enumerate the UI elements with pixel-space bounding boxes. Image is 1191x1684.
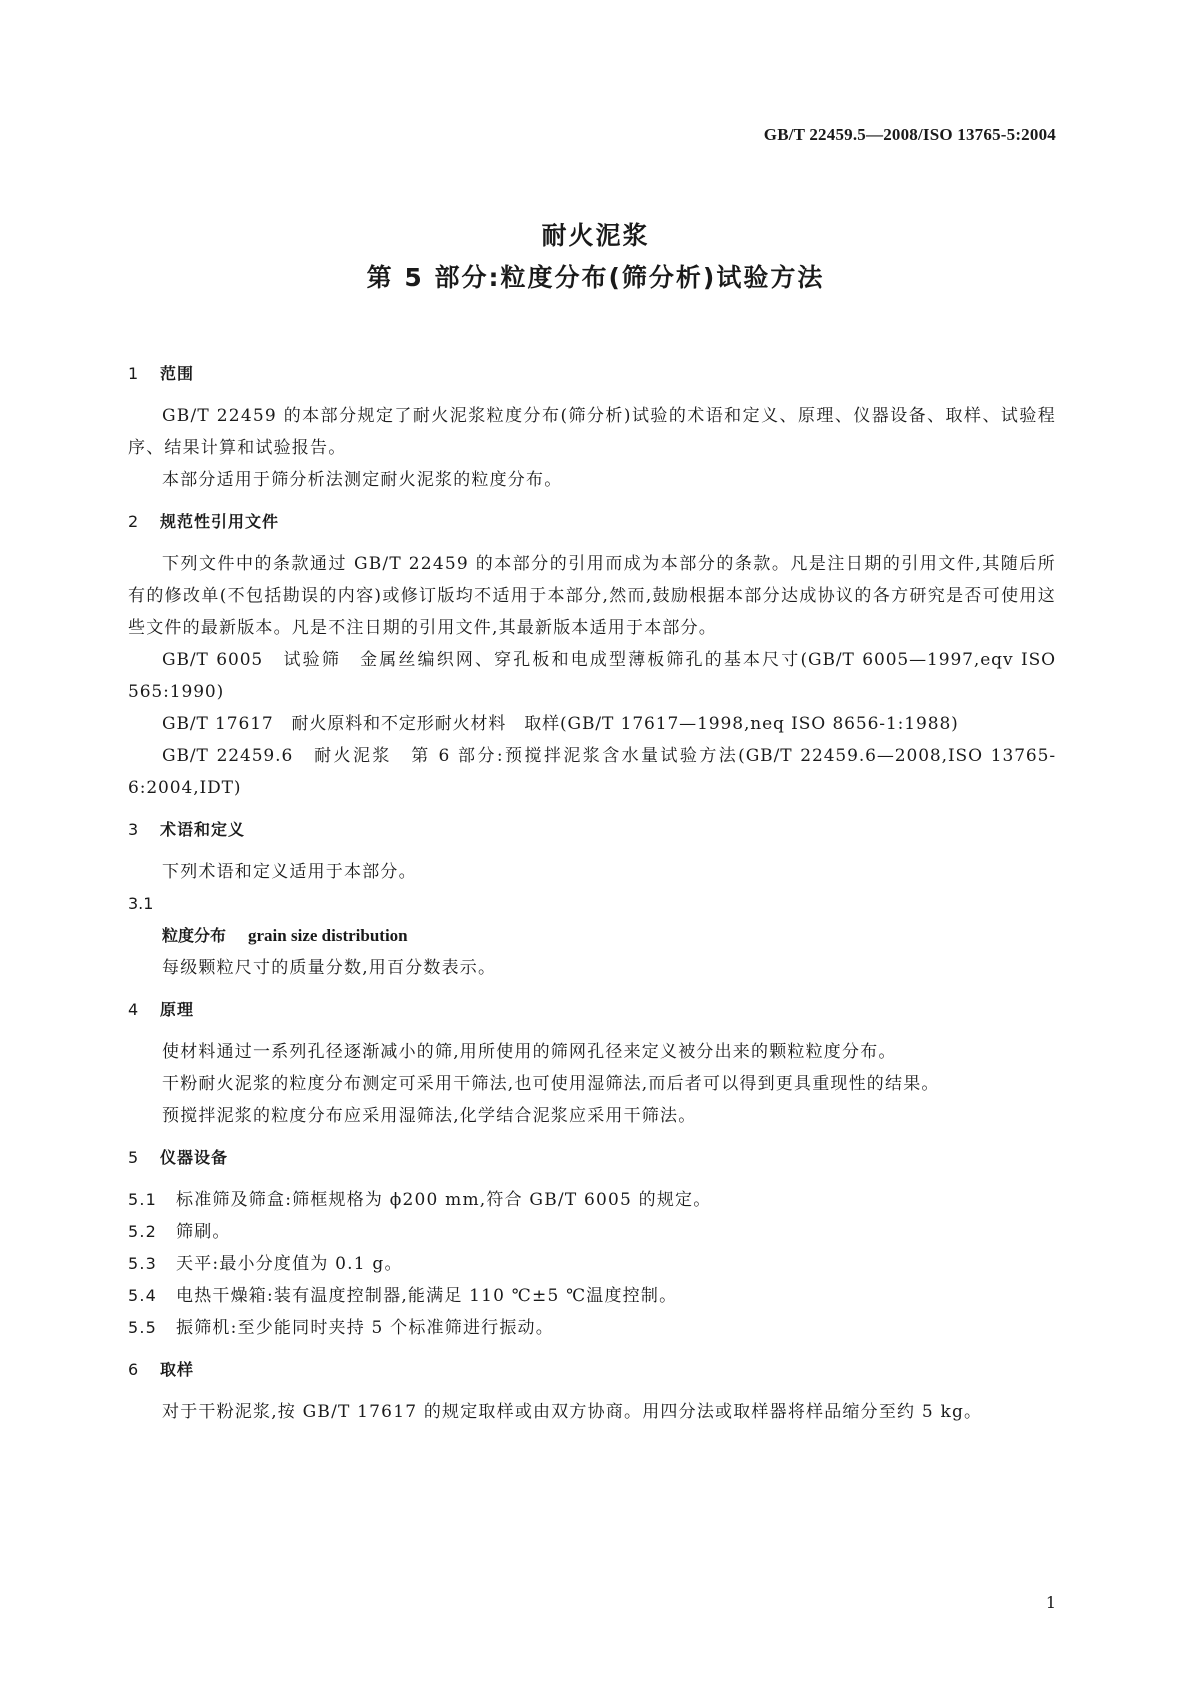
reference-entry: GB/T 17617 耐火原料和不定形耐火材料 取样(GB/T 17617—1998,neq ISO 8656-1:1988) (162, 714, 959, 734)
section-title: 规范性引用文件 (160, 512, 280, 531)
section-heading-2 (128, 506, 1056, 538)
list-item (128, 1248, 1056, 1280)
term-definition: 每级颗粒尺寸的质量分数,用百分数表示。 (162, 958, 497, 978)
section-heading-6 (128, 1354, 1056, 1386)
section-heading-1 (128, 358, 1056, 390)
paragraph: 预搅拌泥浆的粒度分布应采用湿筛法,化学结合泥浆应采用干筛法。 (162, 1106, 697, 1126)
reference-entry: GB/T 6005 试验筛 金属丝编织网、穿孔板和电成型薄板筛孔的基本尺寸(GB/T 6005—1997,eqv ISO 565:1990) (128, 650, 1056, 702)
document-subtitle: 第 5 部分:粒度分布(筛分析)试验方法 (366, 263, 825, 292)
list-item (128, 1184, 1056, 1216)
item-text: 振筛机:至少能同时夹持 5 个标准筛进行振动。 (176, 1318, 554, 1338)
section-heading-4 (128, 994, 1056, 1026)
item-text: 筛刷。 (176, 1222, 231, 1242)
paragraph: 下列文件中的条款通过 GB/T 22459 的本部分的引用而成为本部分的条款。凡是注日期的引用文件,其随后所有的修改单(不包括勘误的内容)或修订版均不适用于本部分,然而,鼓励根据本部分达成协议的各方研究是否可使用这些文件的最新版本。凡是不注日期的引用文件,其最新版本适用于本部分。 (128, 554, 1056, 638)
document-title: 耐火泥浆 (541, 221, 650, 250)
page-number: 1 (1045, 1593, 1056, 1612)
section-title: 原理 (160, 1000, 195, 1019)
item-text: 标准筛及筛盒:筛框规格为 ϕ200 mm,符合 GB/T 6005 的规定。 (176, 1190, 712, 1210)
term-entry (128, 920, 1056, 952)
list-item (128, 1312, 1056, 1344)
section-title: 取样 (160, 1360, 195, 1379)
section-heading-5 (128, 1142, 1056, 1174)
term-english: grain size distribution (248, 926, 408, 945)
paragraph: GB/T 22459 的本部分规定了耐火泥浆粒度分布(筛分析)试验的术语和定义、原理、仪器设备、取样、试验程序、结果计算和试验报告。 (128, 406, 1056, 458)
standard-number: GB/T 22459.5—2008/ISO 13765-5:2004 (763, 125, 1056, 144)
section-number: 5 (128, 1148, 140, 1167)
section-title: 术语和定义 (160, 820, 246, 839)
paragraph: 干粉耐火泥浆的粒度分布测定可采用干筛法,也可使用湿筛法,而后者可以得到更具重现性的结果。 (162, 1074, 940, 1094)
paragraph: 对于干粉泥浆,按 GB/T 17617 的规定取样或由双方协商。用四分法或取样器将样品缩分至约 5 kg。 (162, 1402, 983, 1422)
section-number: 4 (128, 1000, 140, 1019)
section-heading-3 (128, 814, 1056, 846)
section-number: 6 (128, 1360, 140, 1379)
item-number: 5.2 (128, 1222, 158, 1241)
section-number: 2 (128, 512, 140, 531)
item-number: 5.3 (128, 1254, 158, 1273)
paragraph: 本部分适用于筛分析法测定耐火泥浆的粒度分布。 (162, 470, 563, 490)
term-chinese: 粒度分布 (162, 926, 227, 945)
paragraph: 下列术语和定义适用于本部分。 (162, 862, 417, 882)
section-title: 仪器设备 (160, 1148, 229, 1167)
section-number: 3 (128, 820, 140, 839)
reference-entry: GB/T 22459.6 耐火泥浆 第 6 部分:预搅拌泥浆含水量试验方法(GB/T 22459.6—2008,ISO 13765-6:2004,IDT) (128, 746, 1056, 798)
item-number: 5.5 (128, 1318, 158, 1337)
item-text: 电热干燥箱:装有温度控制器,能满足 110 ℃±5 ℃温度控制。 (176, 1286, 678, 1306)
section-number: 1 (128, 364, 140, 383)
item-number: 5.4 (128, 1286, 158, 1305)
document-body (128, 358, 1056, 1428)
section-title: 范围 (160, 364, 195, 383)
paragraph: 使材料通过一系列孔径逐渐减小的筛,用所使用的筛网孔径来定义被分出来的颗粒粒度分布。 (162, 1042, 897, 1062)
list-item (128, 1280, 1056, 1312)
item-number: 5.1 (128, 1190, 158, 1209)
item-text: 天平:最小分度值为 0.1 g。 (176, 1254, 403, 1274)
subsection-number: 3.1 (128, 894, 154, 913)
list-item (128, 1216, 1056, 1248)
